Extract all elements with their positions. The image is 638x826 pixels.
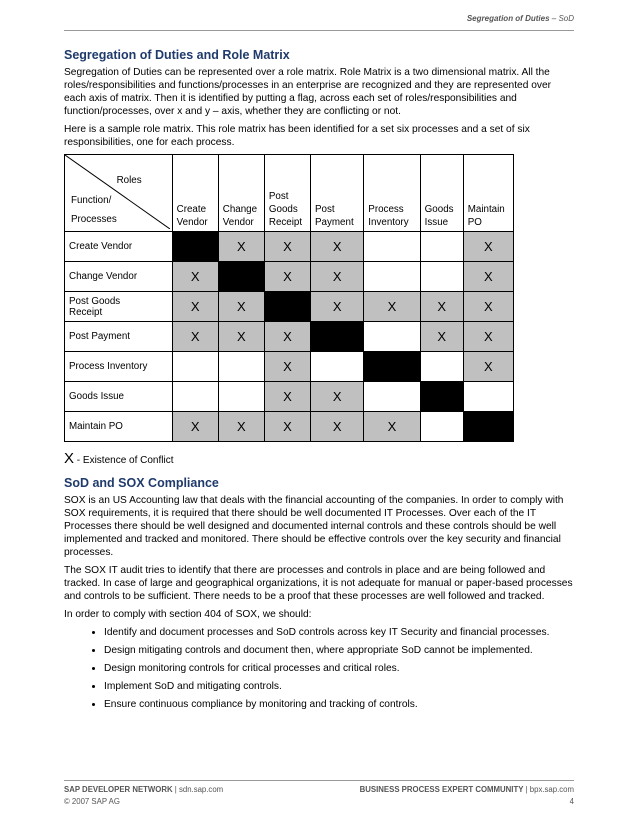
footer-separator: |: [523, 785, 530, 794]
matrix-cell-conflict: X: [364, 292, 420, 322]
matrix-cell-empty: [218, 382, 264, 412]
matrix-column-header: [264, 155, 310, 232]
matrix-cell-conflict: X: [172, 262, 218, 292]
column-header-line: Receipt: [268, 217, 303, 228]
paragraph-sample-matrix: Here is a sample role matrix. This role matrix has been identified for a set six processes and a set of six responsibilities, one for each process.: [64, 124, 530, 148]
column-header-line: Inventory: [368, 217, 409, 228]
matrix-column-header: [420, 155, 463, 232]
column-header-line: Goods: [268, 204, 298, 215]
matrix-cell-self: [364, 352, 420, 382]
matrix-row-label: [65, 322, 173, 352]
matrix-cell-conflict: X: [463, 352, 513, 382]
matrix-column-header: [364, 155, 420, 232]
corner-roles-label: Roles: [116, 175, 142, 186]
column-header-line: Issue: [424, 217, 449, 228]
footer-sdn-brand: SAP DEVELOPER NETWORK: [64, 785, 173, 794]
matrix-cell-conflict: X: [264, 352, 310, 382]
legend-text: - Existence of Conflict: [74, 455, 174, 466]
list-item: • Implement SoD and mitigating controls.: [104, 680, 574, 693]
column-header-line: Vendor: [176, 217, 208, 228]
list-item: • Design monitoring controls for critical processes and critical roles.: [104, 662, 574, 675]
matrix-cell-conflict: X: [218, 292, 264, 322]
matrix-cell-empty: [420, 262, 463, 292]
matrix-cell-empty: [364, 232, 420, 262]
matrix-cell-conflict: X: [264, 322, 310, 352]
table-row: [65, 292, 514, 322]
matrix-cell-conflict: X: [311, 382, 364, 412]
row-label-line: Post Goods: [69, 295, 121, 307]
table-row: [65, 322, 514, 352]
matrix-cell-empty: [364, 322, 420, 352]
matrix-corner-cell: [65, 155, 173, 232]
list-item: • Identify and document processes and SoD controls across key IT Security and financial processes.: [104, 626, 574, 639]
matrix-cell-conflict: X: [463, 292, 513, 322]
matrix-cell-conflict: X: [463, 262, 513, 292]
row-label-line: Process Inventory: [69, 361, 148, 372]
section-title-role-matrix: Segregation of Duties and Role Matrix: [64, 48, 290, 62]
paragraph-sox-audit: The SOX IT audit tries to identify that there are processes and controls in place and are being followed and tracked. In case of large and geographical organizations, it is not adequate for manual or paper-based processes and controls to be sufficient. There needs to be a proof that these processes are well followed and tracked.: [64, 565, 573, 602]
matrix-cell-self: [420, 382, 463, 412]
matrix-cell-conflict: X: [172, 412, 218, 442]
legend-symbol: X: [64, 450, 75, 467]
matrix-cell-empty: [172, 352, 218, 382]
footer-copyright: © 2007 SAP AG: [64, 797, 120, 806]
matrix-column-header: [463, 155, 513, 232]
matrix-cell-conflict: X: [463, 232, 513, 262]
footer-bpx-link[interactable]: bpx.sap.com: [529, 785, 574, 794]
matrix-cell-conflict: X: [311, 232, 364, 262]
matrix-column-header: [172, 155, 218, 232]
column-header-line: PO: [467, 217, 482, 228]
matrix-cell-conflict: X: [264, 232, 310, 262]
row-label-line: Receipt: [69, 306, 103, 318]
footer-rule: [64, 780, 574, 781]
list-item: • Design mitigating controls and document then, where appropriate SoD cannot be implemented.: [104, 644, 574, 657]
main-content: [64, 48, 574, 716]
matrix-cell-conflict: X: [311, 412, 364, 442]
matrix-cell-conflict: X: [311, 262, 364, 292]
matrix-cell-conflict: X: [218, 412, 264, 442]
footer-separator: |: [172, 785, 179, 794]
matrix-cell-conflict: X: [172, 322, 218, 352]
matrix-cell-conflict: X: [311, 292, 364, 322]
footer-page-number: 4: [569, 797, 574, 806]
matrix-cell-self: [172, 232, 218, 262]
matrix-cell-self: [311, 322, 364, 352]
matrix-cell-conflict: X: [420, 322, 463, 352]
matrix-cell-empty: [420, 352, 463, 382]
matrix-cell-conflict: X: [264, 262, 310, 292]
running-header-title: Segregation of Duties: [466, 14, 550, 23]
list-item: • Ensure continuous compliance by monitoring and tracking of controls.: [104, 698, 574, 711]
matrix-row-label: [65, 352, 173, 382]
matrix-cell-empty: [364, 382, 420, 412]
matrix-cell-conflict: X: [264, 382, 310, 412]
table-row: [65, 412, 514, 442]
column-header-line: Maintain: [467, 204, 505, 215]
column-header-line: Change: [222, 204, 258, 215]
column-header-line: Post: [315, 204, 335, 215]
section-title-sox: SoD and SOX Compliance: [64, 476, 219, 490]
matrix-cell-self: [463, 412, 513, 442]
role-matrix-table: [64, 154, 514, 442]
matrix-cell-empty: [420, 232, 463, 262]
header-rule: [64, 30, 574, 31]
paragraph-sox-law: SOX is an US Accounting law that deals with the financial accounting of the companies. In order to comply with SOX requirements, it is required that there should be well documented IT Processes. Over each of the IT Processes there should be well designed and documented internal controls and these controls should be well implemented and tracked and monitored. There should be effective controls over the key security and financial processes.: [64, 495, 564, 558]
row-label-line: Goods Issue: [69, 391, 125, 402]
matrix-row-label: [65, 262, 173, 292]
paragraph-section-404: In order to comply with section 404 of SOX, we should:: [64, 609, 312, 620]
running-header: [467, 14, 574, 23]
column-header-line: Post: [268, 191, 289, 202]
matrix-cell-empty: [218, 352, 264, 382]
sox-bullet-list: [64, 626, 574, 711]
matrix-row-label: [65, 232, 173, 262]
corner-function-label: Function/: [71, 195, 112, 206]
matrix-cell-conflict: X: [264, 412, 310, 442]
column-header-line: Vendor: [222, 217, 254, 228]
matrix-cell-empty: [420, 412, 463, 442]
matrix-cell-self: [218, 262, 264, 292]
table-row: [65, 382, 514, 412]
matrix-cell-conflict: X: [172, 292, 218, 322]
row-label-line: Change Vendor: [69, 271, 138, 282]
table-row: [65, 232, 514, 262]
column-header-line: Payment: [315, 217, 354, 228]
matrix-column-header: [311, 155, 364, 232]
table-row: [65, 262, 514, 292]
running-header-suffix: – SoD: [551, 14, 574, 23]
matrix-header-row: [65, 155, 514, 232]
matrix-cell-conflict: X: [218, 232, 264, 262]
matrix-cell-conflict: X: [463, 322, 513, 352]
matrix-cell-empty: [463, 382, 513, 412]
column-header-line: Goods: [424, 204, 454, 215]
matrix-cell-conflict: X: [364, 412, 420, 442]
matrix-cell-self: [264, 292, 310, 322]
matrix-row-label: [65, 412, 173, 442]
row-label-line: Post Payment: [69, 331, 130, 342]
footer-bpx-brand: BUSINESS PROCESS EXPERT COMMUNITY: [359, 785, 524, 794]
table-row: [65, 352, 514, 382]
matrix-column-header: [218, 155, 264, 232]
column-header-line: Create: [176, 204, 207, 215]
corner-processes-label: Processes: [71, 214, 117, 225]
column-header-line: Process: [368, 204, 404, 215]
paragraph-role-matrix-intro: Segregation of Duties can be represented over a role matrix. Role Matrix is a two dimensional matrix. All the roles/responsibilities and functions/processes in an enterprise are recognized and they are represented over each axis of matrix. Then it is identified by putting a flag, across each set of roles/responsibilities and function/processes, over x and y – axis, whether they are conflicting or not.: [64, 67, 552, 117]
matrix-cell-conflict: X: [218, 322, 264, 352]
row-label-line: Create Vendor: [69, 241, 133, 252]
matrix-cell-empty: [172, 382, 218, 412]
matrix-row-label: [65, 292, 173, 322]
footer-sdn-link[interactable]: sdn.sap.com: [178, 785, 224, 794]
matrix-row-label: [65, 382, 173, 412]
matrix-cell-empty: [311, 352, 364, 382]
row-label-line: Maintain PO: [69, 421, 123, 432]
matrix-cell-empty: [364, 262, 420, 292]
matrix-legend: [64, 450, 574, 467]
matrix-cell-conflict: X: [420, 292, 463, 322]
